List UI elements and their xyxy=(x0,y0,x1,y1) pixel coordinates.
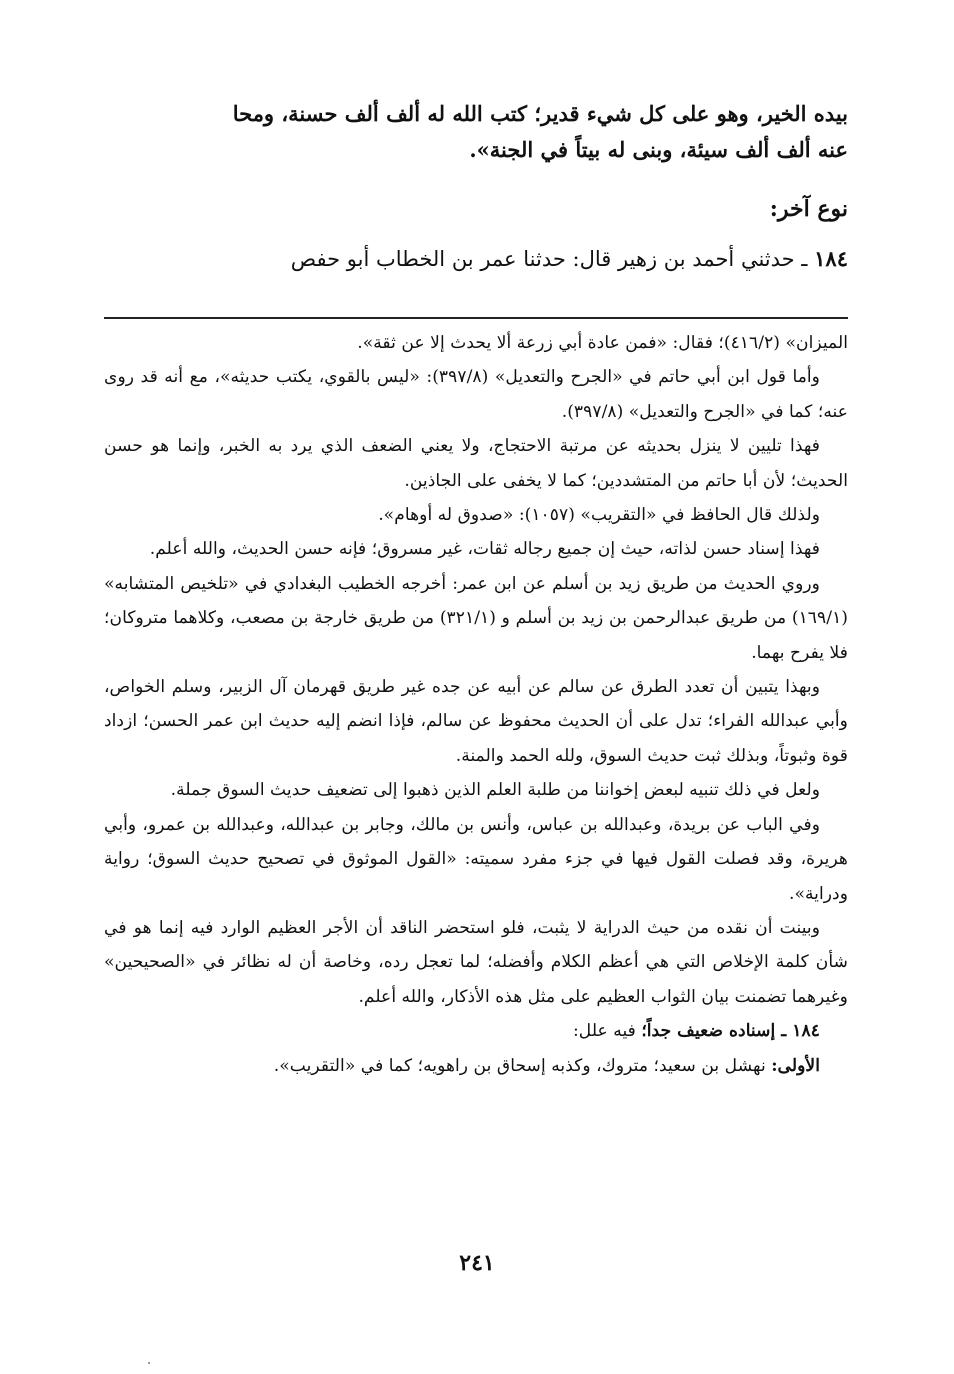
section-heading: نوع آخر: xyxy=(769,196,848,222)
footnote-paragraph xyxy=(104,1049,848,1083)
main-text xyxy=(104,96,848,168)
main-text-line-1: بيده الخير، وهو على كل شيء قدير؛ كتب الله له ألف ألف حسنة، ومحا xyxy=(232,101,848,126)
hadith-number: ١٨٤ xyxy=(814,246,848,271)
hadith-line xyxy=(104,246,848,271)
footnote-text: نهشل بن سعيد؛ متروك، وكذبه إسحاق بن راهويه؛ كما في «التقريب». xyxy=(273,1055,772,1076)
footnote-label: الأولى: xyxy=(771,1055,820,1076)
footnote-paragraph xyxy=(104,1014,848,1048)
main-text-line-2: عنه ألف ألف سيئة، وبنى له بيتاً في الجنة». xyxy=(469,137,848,162)
footnote-paragraph: فهذا إسناد حسن لذاته، حيث إن جميع رجاله ثقات، غير مسروق؛ فإنه حسن الحديث، والله أعلم. xyxy=(149,539,820,560)
hadith-text: ـ حدثني أحمد بن زهير قال: حدثنا عمر بن الخطاب أبو حفص xyxy=(290,247,808,271)
footnote-paragraph: وبينت أن نقده من حيث الدراية لا يثبت، فلو استحضر الناقد أن الأجر العظيم الوارد فيه إنما هو في شأن كلمة الإخلاص التي هي أعظم الكلام وأفضله؛ لما تعجل رده، وخاصة أن له نظائر في «الصحيحين» وغيرهما تضمنت بيان الثواب العظيم على مثل هذه الأذكار، والله أعلم. xyxy=(104,917,848,1007)
footnote-paragraph: وبهذا يتبين أن تعدد الطرق عن سالم عن أبيه عن جده غير طريق قهرمان آل الزبير، وسلم الخواص، وأبي عبدالله الفراء؛ تدل على أن الحديث محفوظ عن سالم، فإذا انضم إليه حديث ابن عمر الحسن؛ ازداد قوة وثبوتاً، وبذلك ثبت حديث السوق، ولله الحمد والمنة. xyxy=(104,677,848,766)
footnote-paragraph: وفي الباب عن بريدة، وعبدالله بن عباس، وأنس بن مالك، وجابر بن عبدالله، وعبدالله بن عمرو، وأبي هريرة، وقد فصلت القول فيها في جزء مفرد سميته: «القول الموثوق في تصحيح حديث السوق؛ رواية ودراية». xyxy=(104,814,848,904)
page-number: ٢٤١ xyxy=(459,1250,495,1276)
footnote-paragraph: الميزان» (٤١٦/٢)؛ فقال: «فمن عادة أبي زرعة ألا يحدث إلا عن ثقة». xyxy=(357,333,848,353)
footnote-paragraph: وروي الحديث من طريق زيد بن أسلم عن ابن عمر: أخرجه الخطيب البغدادي في «تلخيص المتشابه» (١٦٩/١) من طريق عبدالرحمن بن زيد بن أسلم و (٣٢١/١) من طريق خارجة بن مصعب، وكلاهما متروكان؛ فلا يفرح بهما. xyxy=(104,573,849,663)
footnote-paragraph: فهذا تليين لا ينزل بحديثه عن مرتبة الاحتجاج، ولا يعني الضعف الذي يرد به الخبر، وإنما هو حسن الحديث؛ لأن أبا حاتم من المتشددين؛ كما لا يخفى على الجاذين. xyxy=(104,436,848,491)
footnote-paragraph: ولعل في ذلك تنبيه لبعض إخواننا من طلبة العلم الذين ذهبوا إلى تضعيف حديث السوق جملة. xyxy=(170,780,820,801)
footnotes xyxy=(104,326,848,1083)
scan-speck xyxy=(148,1362,150,1364)
footnote-number: ١٨٤ ـ إسناده ضعيف جداً؛ xyxy=(641,1021,820,1042)
footnote-paragraph: ولذلك قال الحافظ في «التقريب» (١٠٥٧): «صدوق له أوهام». xyxy=(378,505,820,526)
footnote-separator xyxy=(104,317,848,319)
footnote-text: فيه علل: xyxy=(573,1021,642,1042)
footnote-paragraph: وأما قول ابن أبي حاتم في «الجرح والتعديل» (٣٩٧/٨): «ليس بالقوي، يكتب حديثه»، مع أنه قد روى عنه؛ كما في «الجرح والتعديل» (٣٩٧/٨). xyxy=(104,367,848,422)
